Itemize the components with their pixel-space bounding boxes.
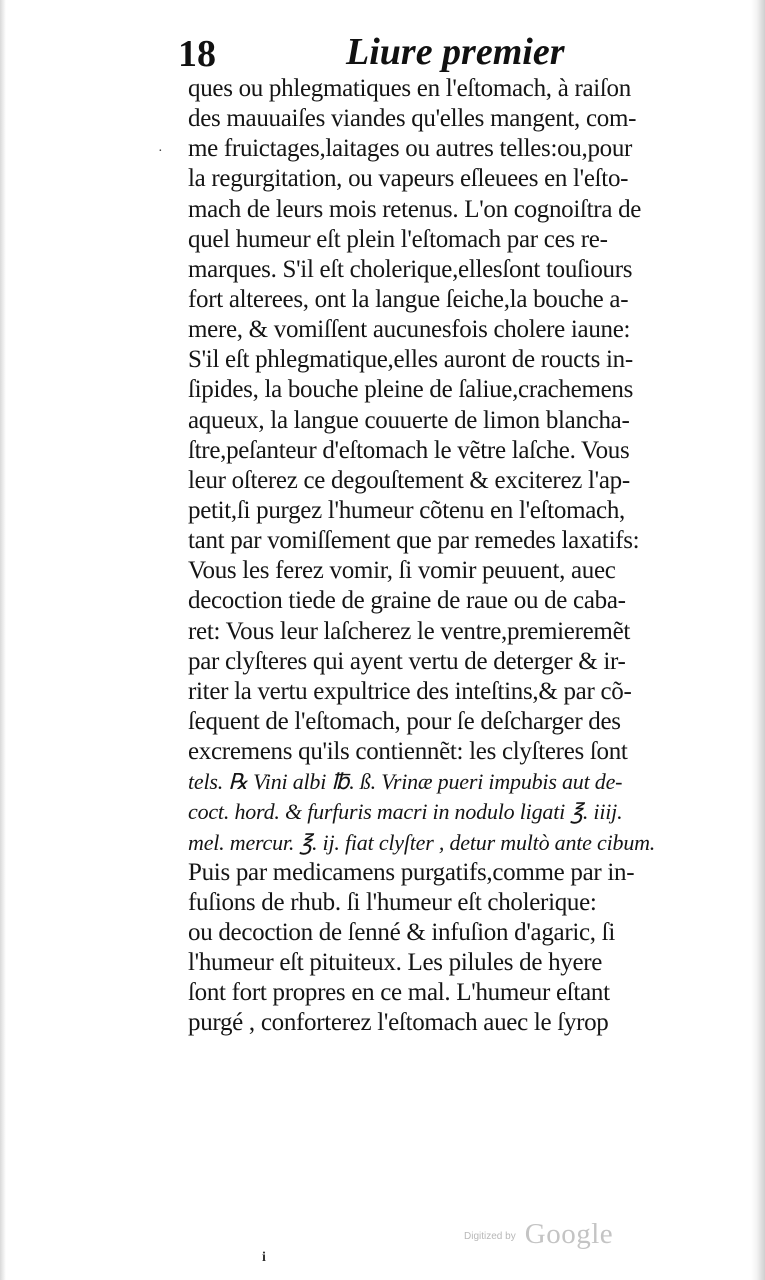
digitized-watermark xyxy=(464,1218,613,1248)
text-line-30: l'humeur eſt pituiteux. Les pilules de hyere xyxy=(188,949,603,977)
scan-left-edge xyxy=(0,0,6,1280)
text-line-6: quel humeur eſt plein l'eſtomach par ces re- xyxy=(188,225,608,253)
text-line-12: aqueux, la langue couuerte de limon blancha- xyxy=(188,406,630,434)
prescription-line-1: tels. ℞ Vini albi ℔. ß. Vrinæ pueri impubis aut de- xyxy=(188,769,623,795)
text-line-16: tant par vomiſſement que par remedes laxatifs: xyxy=(188,527,640,555)
signature-mark: i xyxy=(262,1250,266,1265)
prescription-line-2: coct. hord. & furfuris macri in nodulo ligati ℥. iiij. xyxy=(188,799,623,825)
body-text xyxy=(188,74,720,1039)
text-line-29: ou decoction de ſenné & infuſion d'agaric, ſi xyxy=(188,918,615,946)
text-line-2: des mauuaiſes viandes qu'elles mangent, com- xyxy=(188,105,637,133)
text-line-20: par clyſteres qui ayent vertu de deterger & ir- xyxy=(188,647,626,675)
text-line-14: leur oſterez ce degouſtement & exciterez l'ap- xyxy=(188,466,630,494)
text-line-31: ſont fort propres en ce mal. L'humeur eſtant xyxy=(188,979,610,1007)
text-line-1: ques ou phlegmatiques en l'eſtomach, à raiſon xyxy=(188,75,631,102)
page-number: 18 xyxy=(178,33,216,75)
text-line-10: S'il eſt phlegmatique,elles auront de roucts in- xyxy=(188,346,633,374)
text-line-4: la regurgitation, ou vapeurs eſleuees en l'eſto- xyxy=(188,165,629,193)
text-line-9: mere, & vomiſſent aucunesfois cholere iaune: xyxy=(188,316,631,344)
text-line-8: fort alterees, ont la langue ſeiche,la bouche a- xyxy=(188,285,629,313)
text-line-7: marques. S'il eſt cholerique,ellesſont touſiours xyxy=(188,255,633,283)
text-line-5: mach de leurs mois retenus. L'on cognoiſtra de xyxy=(188,195,642,223)
text-line-3: me fruictages,laitages ou autres telles:ou,pour xyxy=(188,135,633,163)
text-line-32: purgé , conforterez l'eſtomach auec le ſyrop xyxy=(188,1009,609,1037)
text-line-18: decoction tiede de graine de raue ou de caba- xyxy=(188,587,626,615)
text-line-21: riter la vertu expultrice des inteſtins,& par cõ- xyxy=(188,677,632,705)
text-line-15: petit,ſi purgez l'humeur cõtenu en l'eſtomach, xyxy=(188,496,625,524)
text-line-19: ret: Vous leur laſcherez le ventre,premieremẽt xyxy=(188,617,631,645)
text-line-22: ſequent de l'eſtomach, pour ſe deſcharger des xyxy=(188,707,621,735)
google-logo: Google xyxy=(524,1218,614,1250)
text-line-17: Vous les ferez vomir, ſi vomir peuuent, auec xyxy=(188,557,616,585)
running-title: Liure premier xyxy=(346,31,565,73)
text-line-28: fuſions de rhub. ſi l'humeur eſt cholerique: xyxy=(188,888,597,916)
text-line-23: excremens qu'ils contiennẽt: les clyſteres ſont xyxy=(188,738,628,766)
text-line-13: ſtre,peſanteur d'eſtomach le vẽtre laſche. Vous xyxy=(188,436,630,464)
scan-right-edge xyxy=(751,0,765,1280)
text-line-11: ſipides, la bouche pleine de ſaliue,crachemens xyxy=(188,376,634,404)
margin-mark: · xyxy=(158,144,163,159)
digitized-label: Digitized by xyxy=(464,1231,516,1242)
text-line-27: Puis par medicamens purgatifs,comme par in- xyxy=(188,858,635,886)
prescription-line-3: mel. mercur. ℥. ij. fiat clyſter , detur multò ante cibum. xyxy=(188,829,656,855)
